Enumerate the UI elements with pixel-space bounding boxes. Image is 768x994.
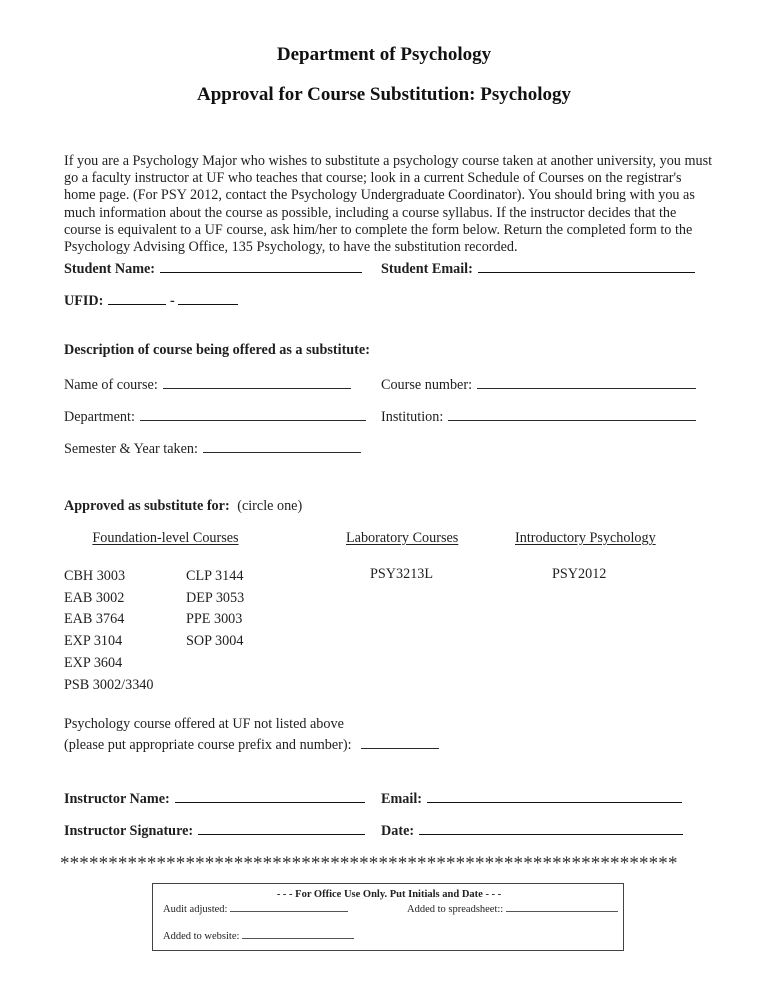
department-label: Department: xyxy=(64,409,135,425)
audit-adjusted-field[interactable] xyxy=(230,901,348,912)
course-option[interactable]: DEP 3053 xyxy=(186,589,245,606)
added-to-website-row xyxy=(163,928,354,942)
course-option[interactable]: CBH 3003 xyxy=(64,568,126,584)
instructor-signature-row xyxy=(64,820,365,840)
office-use-box xyxy=(152,883,624,951)
ufid-separator: - xyxy=(169,293,175,309)
added-to-website-field[interactable] xyxy=(242,928,354,939)
student-name-label: Student Name: xyxy=(64,261,156,277)
course-option[interactable]: PSB 3002/3340 xyxy=(64,676,154,693)
course-option[interactable]: CLP 3144 xyxy=(186,568,244,584)
course-option[interactable]: EAB 3002 xyxy=(64,589,125,606)
date-field[interactable] xyxy=(419,820,683,835)
added-to-website-label: Added to website: xyxy=(163,931,240,942)
course-option[interactable]: PPE 3003 xyxy=(186,611,243,628)
name-of-course-row xyxy=(64,374,351,394)
course-option[interactable]: EXP 3104 xyxy=(64,633,123,650)
instructor-signature-field[interactable] xyxy=(198,820,365,835)
other-course-line2: (please put appropriate course prefix and number): xyxy=(64,737,352,753)
course-number-field[interactable] xyxy=(477,374,696,389)
laboratory-courses-header: Laboratory Courses xyxy=(346,530,459,546)
instructor-name-label: Instructor Name: xyxy=(64,791,170,807)
ufid-field-part1[interactable] xyxy=(108,290,166,305)
added-to-spreadsheet-label: Added to spreadsheet:: xyxy=(407,904,504,915)
laboratory-course-option[interactable]: PSY3213L xyxy=(370,566,434,582)
foundation-column-1 xyxy=(64,566,153,696)
department-field[interactable] xyxy=(140,406,366,421)
course-option[interactable]: EXP 3604 xyxy=(64,654,123,671)
added-to-spreadsheet-field[interactable] xyxy=(506,901,618,912)
course-description-heading: Description of course being offered as a substitute: xyxy=(64,342,370,358)
asterisk-separator: **************************************************************** xyxy=(60,853,678,874)
date-label: Date: xyxy=(381,823,415,839)
approval-heading-row xyxy=(64,498,302,515)
institution-field[interactable] xyxy=(448,406,696,421)
foundation-column-2 xyxy=(186,566,244,653)
instructor-name-field[interactable] xyxy=(175,788,365,803)
course-option[interactable]: SOP 3004 xyxy=(186,633,244,650)
department-title: Department of Psychology xyxy=(276,44,492,65)
approval-instruction: (circle one) xyxy=(237,498,303,514)
course-option[interactable]: EAB 3764 xyxy=(64,611,125,628)
other-course-row xyxy=(64,734,439,754)
student-email-field[interactable] xyxy=(478,258,695,273)
instructor-email-row xyxy=(381,788,682,808)
department-row xyxy=(64,406,366,426)
ufid-field-part2[interactable] xyxy=(178,290,238,305)
semester-year-label: Semester & Year taken: xyxy=(64,441,198,457)
form-title: Approval for Course Substitution: Psychology xyxy=(196,84,572,105)
name-of-course-label: Name of course: xyxy=(64,377,158,393)
semester-year-field[interactable] xyxy=(203,438,361,453)
intro-paragraph: If you are a Psychology Major who wishes to substitute a psychology course taken at another university, you must go a faculty instructor at UF who teaches that course; look in a current Schedule of Courses on the registrar's home page. (For PSY 2012, contact the Psychology Undergraduate Coordinator). You should bring with you as much information about the course as possible, including a course syllabus. If the instructor decides that the course is equivalent to a UF course, ask him/her to complete the form below. Return the completed form to the Psychology Advising Office, 135 Psychology, to have the substitution recorded. xyxy=(64,153,713,256)
course-number-label: Course number: xyxy=(381,377,473,393)
audit-adjusted-row xyxy=(163,901,348,915)
institution-row xyxy=(381,406,696,426)
other-course-line1: Psychology course offered at UF not listed above xyxy=(64,716,344,732)
student-name-field[interactable] xyxy=(160,258,362,273)
student-email-label: Student Email: xyxy=(381,261,473,277)
added-to-spreadsheet-row xyxy=(407,901,618,915)
instructor-signature-label: Instructor Signature: xyxy=(64,823,194,839)
semester-year-row xyxy=(64,438,361,458)
audit-adjusted-label: Audit adjusted: xyxy=(163,904,228,915)
approval-heading: Approved as substitute for: xyxy=(64,498,230,514)
introductory-course-option[interactable]: PSY2012 xyxy=(552,566,607,582)
instructor-email-field[interactable] xyxy=(427,788,682,803)
other-course-field[interactable] xyxy=(361,734,439,749)
office-use-heading: - - - For Office Use Only. Put Initials and Date - - - xyxy=(276,889,502,900)
foundation-courses-header: Foundation-level Courses xyxy=(92,530,239,546)
instructor-email-label: Email: xyxy=(381,791,422,807)
student-name-row xyxy=(64,258,362,278)
instructor-name-row xyxy=(64,788,365,808)
course-number-row xyxy=(381,374,696,394)
student-email-row xyxy=(381,258,695,278)
ufid-label: UFID: xyxy=(64,293,104,309)
introductory-psychology-header: Introductory Psychology xyxy=(515,530,656,546)
name-of-course-field[interactable] xyxy=(163,374,351,389)
date-row xyxy=(381,820,683,840)
ufid-row xyxy=(64,290,238,310)
institution-label: Institution: xyxy=(381,409,444,425)
